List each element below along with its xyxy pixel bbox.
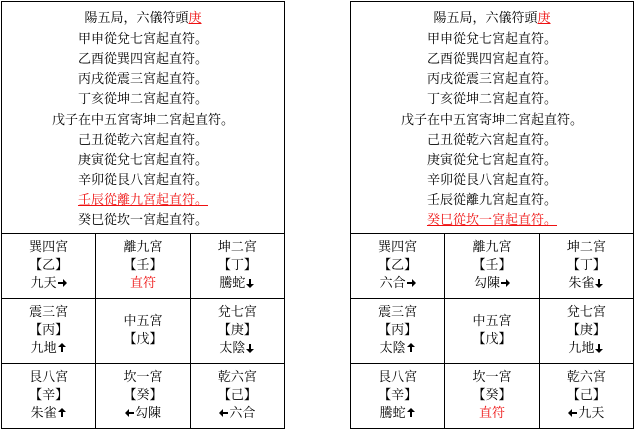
palace-name: 離九宮 [123, 240, 163, 255]
text-line-6: 己丑從乾六宮起直符。 [77, 133, 208, 148]
text-line-9: 壬辰從離九宮起直符。 [77, 193, 208, 208]
palace-stem: 【己】 [566, 388, 606, 403]
palace-cell [351, 364, 445, 429]
palace-deity-row [191, 340, 284, 358]
palace-grid [350, 233, 634, 429]
palace-deity-row [2, 405, 95, 423]
palace-name: 震三宮 [378, 305, 418, 320]
palace-cell [190, 299, 284, 364]
palace-cell [445, 234, 539, 299]
text-line-2: 乙酉從巽四宮起直符。 [426, 52, 557, 67]
palace-deity-row [96, 405, 189, 423]
deity-label: 九天 [30, 276, 57, 291]
palace-deity-row [191, 405, 284, 423]
arrow-down-icon [245, 278, 255, 288]
palace-grid [1, 233, 285, 429]
deity-label: 九地 [568, 341, 595, 356]
palace-stem: 【丁】 [217, 258, 257, 273]
palace-stem: 【辛】 [29, 388, 69, 403]
text-line-5: 戊子在中五宮寄坤二宮起直符。 [51, 113, 234, 128]
arrow-up-icon [57, 343, 67, 353]
text-line-1: 甲申從兌七宮起直符。 [426, 32, 557, 47]
palace-name: 巽四宮 [29, 240, 69, 255]
deity-label: 直符 [478, 406, 505, 421]
palace-cell [96, 364, 190, 429]
panel-right [350, 1, 634, 429]
text-line-2: 乙酉從巽四宮起直符。 [77, 52, 208, 67]
palace-stem: 【戊】 [123, 332, 163, 347]
palace-deity-row [351, 340, 444, 358]
palace-name: 艮八宮 [378, 370, 418, 385]
text-line-10: 癸巳從坎一宮起直符。 [77, 213, 208, 228]
palace-deity-row [540, 275, 633, 293]
palace-deity-row [351, 275, 444, 293]
palace-stem: 【丙】 [29, 323, 69, 338]
palace-name: 坎一宮 [123, 370, 163, 385]
text-line-1: 甲申從兌七宮起直符。 [77, 32, 208, 47]
deity-label: 太陰 [379, 341, 406, 356]
title-red-char: 庚 [537, 11, 551, 26]
palace-deity-row [540, 405, 633, 423]
deity-label: 騰蛇 [379, 406, 406, 421]
arrow-up-icon [406, 343, 416, 353]
deity-label: 騰蛇 [219, 276, 246, 291]
deity-label: 直符 [129, 276, 156, 291]
title-line [2, 10, 284, 28]
palace-cell [96, 299, 190, 364]
title-prefix: 陽五局，六儀符頭 [433, 11, 538, 26]
palace-cell [539, 299, 633, 364]
deity-label: 勾陳 [473, 276, 500, 291]
palace-deity-row [540, 340, 633, 358]
palace-cell [351, 299, 445, 364]
palace-stem: 【辛】 [378, 388, 418, 403]
arrow-up-icon [406, 408, 416, 418]
palace-name: 坎一宮 [472, 370, 512, 385]
arrow-right-icon [500, 278, 510, 288]
arrow-up-icon [57, 408, 67, 418]
palace-name: 中五宮 [123, 314, 163, 329]
deity-label: 勾陳 [134, 406, 161, 421]
title-red-char: 庚 [188, 11, 202, 26]
palace-name: 兌七宮 [566, 305, 606, 320]
palace-deity-row [351, 405, 444, 423]
palace-cell [190, 234, 284, 299]
text-line-3: 丙戌從震三宮起直符。 [77, 72, 208, 87]
text-line-3: 丙戌從震三宮起直符。 [426, 72, 557, 87]
deity-label: 六合 [379, 276, 406, 291]
deity-label: 九天 [578, 406, 605, 421]
text-line-8: 辛卯從艮八宮起直符。 [77, 173, 208, 188]
palace-name: 巽四宮 [378, 240, 418, 255]
palace-stem: 【丁】 [566, 258, 606, 273]
text-line-8: 辛卯從艮八宮起直符。 [426, 173, 557, 188]
palace-deity-row [2, 340, 95, 358]
palace-cell [445, 299, 539, 364]
palace-name: 震三宮 [29, 305, 69, 320]
palace-cell [539, 364, 633, 429]
palace-stem: 【壬】 [472, 258, 512, 273]
deity-label: 六合 [229, 406, 256, 421]
palace-cell [351, 234, 445, 299]
text-line-4: 丁亥從坤二宮起直符。 [77, 92, 208, 107]
palace-cell [2, 364, 96, 429]
palace-stem: 【乙】 [29, 258, 69, 273]
arrow-down-icon [594, 343, 604, 353]
palace-cell [2, 234, 96, 299]
text-line-4: 丁亥從坤二宮起直符。 [426, 92, 557, 107]
palace-name: 乾六宮 [566, 370, 606, 385]
palace-name: 坤二宮 [566, 240, 606, 255]
palace-deity-row [445, 275, 538, 293]
palace-name: 兌七宮 [217, 305, 257, 320]
palace-stem: 【癸】 [472, 388, 512, 403]
palace-stem: 【癸】 [123, 388, 163, 403]
palace-name: 離九宮 [472, 240, 512, 255]
deity-label: 九地 [30, 341, 57, 356]
palace-cell [539, 234, 633, 299]
palace-stem: 【乙】 [378, 258, 418, 273]
palace-name: 艮八宮 [29, 370, 69, 385]
arrow-right-icon [57, 278, 67, 288]
palace-deity-row [445, 405, 538, 423]
arrow-down-icon [245, 343, 255, 353]
palace-stem: 【壬】 [123, 258, 163, 273]
text-line-5: 戊子在中五宮寄坤二宮起直符。 [400, 113, 583, 128]
panel-left [1, 1, 285, 429]
title-prefix: 陽五局，六儀符頭 [84, 11, 189, 26]
text-box [1, 1, 285, 234]
arrow-left-icon [219, 408, 229, 418]
arrow-down-icon [594, 278, 604, 288]
palace-stem: 【庚】 [217, 323, 257, 338]
arrow-right-icon [406, 278, 416, 288]
arrow-left-icon [125, 408, 135, 418]
text-line-9: 壬辰從離九宮起直符。 [426, 193, 557, 208]
palace-cell [190, 364, 284, 429]
palace-deity-row [96, 275, 189, 293]
palace-stem: 【丙】 [378, 323, 418, 338]
palace-deity-row [2, 275, 95, 293]
deity-label: 太陰 [219, 341, 246, 356]
text-box [350, 1, 634, 234]
palace-cell [445, 364, 539, 429]
palace-cell [96, 234, 190, 299]
text-line-10: 癸巳從坎一宮起直符。 [426, 213, 557, 228]
palace-stem: 【戊】 [472, 332, 512, 347]
palace-deity-row [191, 275, 284, 293]
text-line-6: 己丑從乾六宮起直符。 [426, 133, 557, 148]
text-line-7: 庚寅從兌七宮起直符。 [426, 153, 557, 168]
deity-label: 朱雀 [30, 406, 57, 421]
palace-cell [2, 299, 96, 364]
palace-stem: 【己】 [217, 388, 257, 403]
palace-name: 中五宮 [472, 314, 512, 329]
palace-name: 坤二宮 [217, 240, 257, 255]
text-line-7: 庚寅從兌七宮起直符。 [77, 153, 208, 168]
deity-label: 朱雀 [568, 276, 595, 291]
palace-stem: 【庚】 [566, 323, 606, 338]
arrow-left-icon [568, 408, 578, 418]
title-line [351, 10, 633, 28]
palace-name: 乾六宮 [217, 370, 257, 385]
